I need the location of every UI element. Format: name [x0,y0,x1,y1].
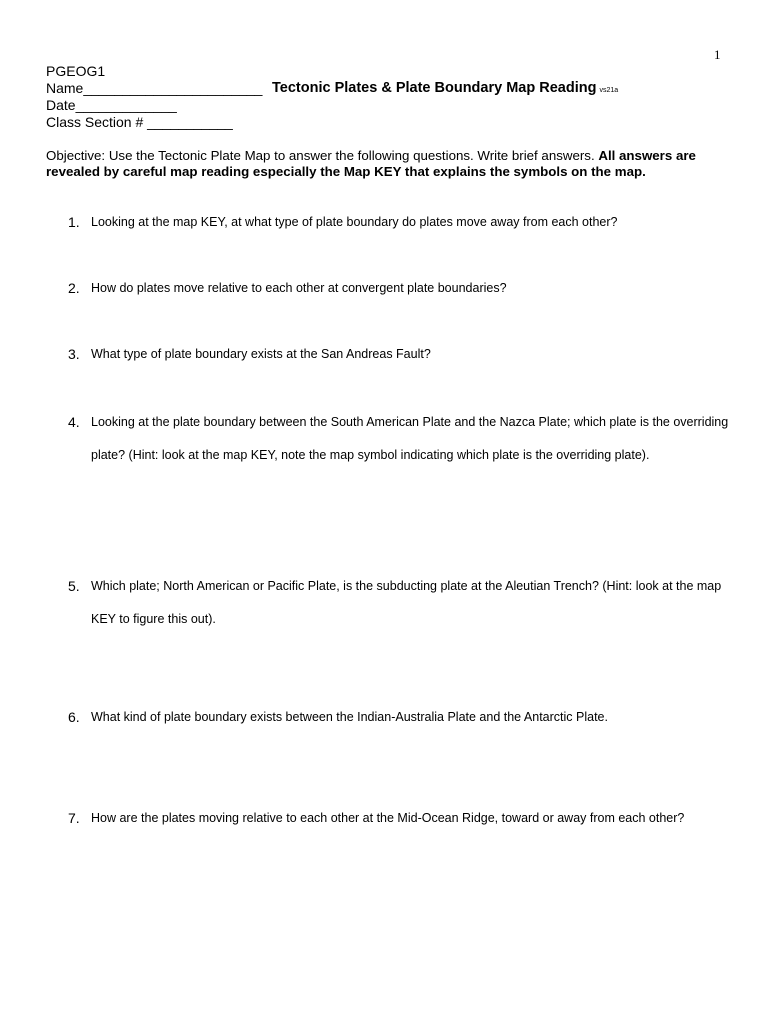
question-text: How do plates move relative to each other at convergent plate boundaries? [91,281,507,295]
question-number: 5. [68,578,80,594]
objective-text: Objective: Use the Tectonic Plate Map to answer the following questions. Write brief answers. [46,148,599,163]
course-code: PGEOG1 [46,63,106,79]
class-section-field: Class Section # ___________ [46,114,233,130]
date-field: Date_____________ [46,97,177,113]
question-number: 4. [68,414,80,430]
question-number: 1. [68,214,80,230]
question-number: 3. [68,346,80,362]
question-text: What type of plate boundary exists at the San Andreas Fault? [91,347,431,361]
page-number: 1 [714,47,721,62]
worksheet-header [46,63,736,131]
question-3 [46,338,736,371]
question-1 [46,206,736,239]
objective-paragraph [46,148,736,180]
question-text: Looking at the map KEY, at what type of plate boundary do plates move away from each other? [91,215,618,229]
question-text: Which plate; North American or Pacific Plate, is the subducting plate at the Aleutian Trench? (Hint: look at the map KEY to figure this out). [91,579,722,626]
question-2 [46,272,736,305]
question-5 [46,570,736,635]
title-text: Tectonic Plates & Plate Boundary Map Reading [272,80,597,96]
question-text: Looking at the plate boundary between the South American Plate and the Nazca Plate; which plate is the overriding plate? (Hint: look at the map KEY, note the map symbol indicating which plate is the overriding plate). [91,415,729,462]
question-4 [46,406,736,471]
question-7 [46,802,736,835]
objective-emphasis: All answers are revealed by careful map reading especially the Map KEY that explains the symbols on the map. [46,148,696,179]
question-number: 6. [68,709,80,725]
question-text: What kind of plate boundary exists between the Indian-Australia Plate and the Antarctic Plate. [91,710,608,724]
version-tag: vs21a [599,87,619,94]
question-number: 2. [68,280,80,296]
question-number: 7. [68,810,80,826]
worksheet-title [272,80,618,99]
question-6 [46,701,736,734]
question-text: How are the plates moving relative to each other at the Mid-Ocean Ridge, toward or away from each other? [91,811,685,825]
name-field: Name_______________________ [46,80,263,96]
